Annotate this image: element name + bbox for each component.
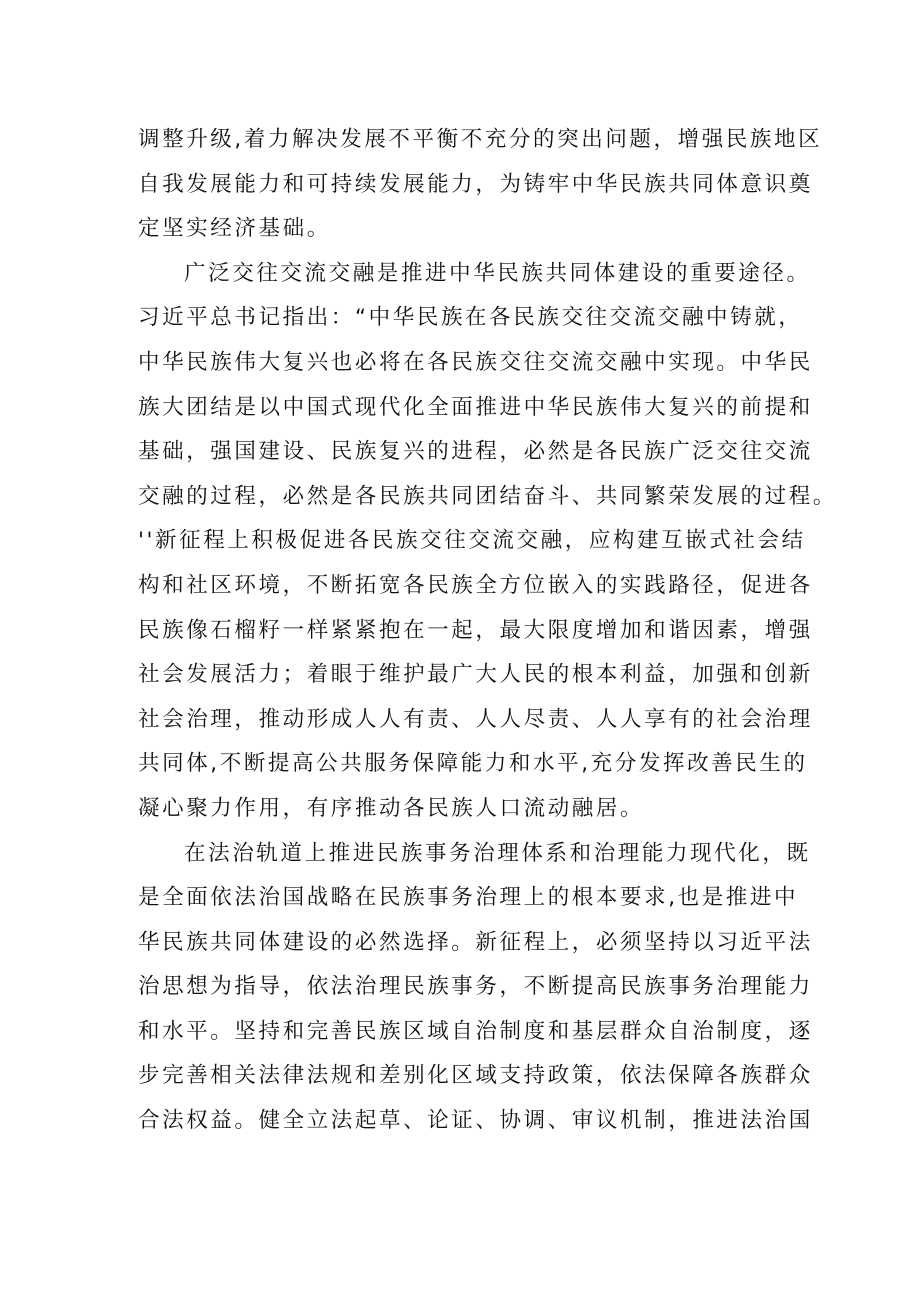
text-line: 社会治理，推动形成人人有责、人人尽责、人人享有的社会治理 <box>138 706 813 732</box>
paragraph-1 <box>138 118 823 252</box>
text-line: 社会发展活力；着眼于维护最广大人民的根本利益，加强和创新 <box>138 662 813 688</box>
text-line: 和水平。坚持和完善民族区域自治制度和基层群众自治制度，逐 <box>138 1018 813 1044</box>
text-line: 华民族共同体建设的必然选择。新征程上，必须坚持以习近平法 <box>138 929 813 955</box>
text-line: 在法治轨道上推进民族事务治理体系和治理能力现代化，既 <box>184 840 811 866</box>
text-line: 族大团结是以中国式现代化全面推进中华民族伟大复兴的前提和 <box>138 394 813 420</box>
text-line: 基础，强国建设、民族复兴的进程，必然是各民族广泛交往交流 <box>138 439 813 465</box>
text-line: 自我发展能力和可持续发展能力，为铸牢中华民族共同体意识奠 <box>138 171 813 197</box>
text-line: 民族像石榴籽一样紧紧抱在一起，最大限度增加和谐因素，增强 <box>138 617 813 643</box>
text-line: 凝心聚力作用，有序推动各民族人口流动融居。 <box>138 795 645 821</box>
document-body <box>138 118 837 1144</box>
text-line: 定坚实经济基础。 <box>138 216 331 242</box>
paragraph-2 <box>138 252 837 832</box>
text-line: 是全面依法治国战略在民族事务治理上的根本要求,也是推进中 <box>138 885 799 911</box>
paragraph-3 <box>138 832 818 1144</box>
text-line: 习近平总书记指出：“中华民族在各民族交往交流交融中铸就， <box>138 305 803 331</box>
text-line: ''新征程上积极促进各民族交往交流交融，应构建互嵌式社会结 <box>138 528 806 554</box>
text-line: 合法权益。健全立法起草、论证、协调、审议机制，推进法治国 <box>138 1108 813 1134</box>
text-line: 共同体,不断提高公共服务保障能力和水平,充分发挥改善民生的 <box>138 751 808 777</box>
text-line: 中华民族伟大复兴也必将在各民族交往交流交融中实现。中华民 <box>138 349 813 375</box>
text-line: 调整升级,着力解决发展不平衡不充分的突出问题，增强民族地区 <box>138 127 823 152</box>
text-line: 广泛交往交流交融是推进中华民族共同体建设的重要途径。 <box>184 260 811 286</box>
text-line: 交融的过程，必然是各民族共同团结奋斗、共同繁荣发展的过程。 <box>138 483 837 509</box>
text-line: 构和社区环境，不断拓宽各民族全方位嵌入的实践路径，促进各 <box>138 572 813 598</box>
text-line: 步完善相关法律法规和差别化区域支持政策，依法保障各族群众 <box>138 1063 813 1089</box>
text-line: 治思想为指导，依法治理民族事务，不断提高民族事务治理能力 <box>138 974 813 1000</box>
